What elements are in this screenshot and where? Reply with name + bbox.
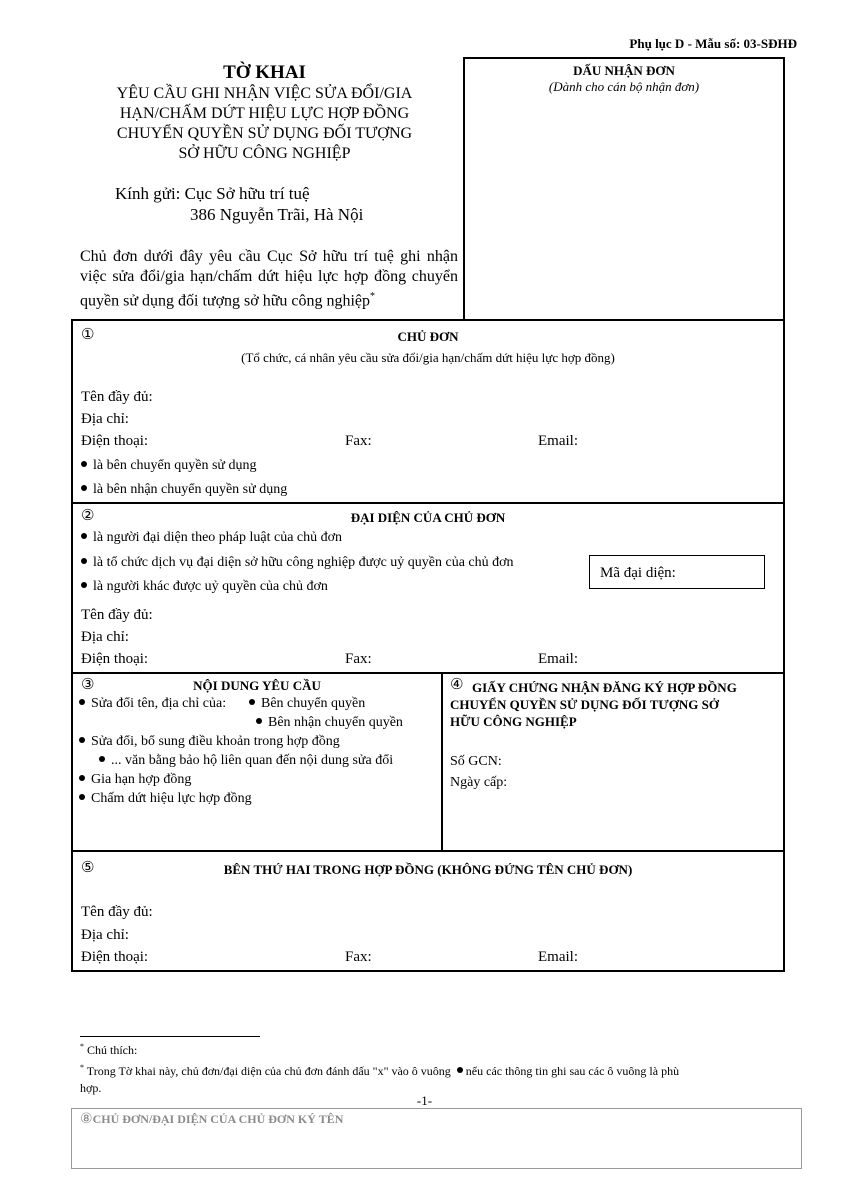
footnote-divider: [80, 1036, 260, 1037]
footnote-text: [80, 1059, 800, 1097]
email-field[interactable]: Email:: [538, 949, 578, 965]
address-field[interactable]: Địa chỉ:: [81, 629, 129, 645]
section-number: ④: [450, 675, 464, 693]
option-label: là bên chuyển quyền sử dụng: [93, 458, 257, 473]
section-second-party: [71, 850, 785, 972]
address-field[interactable]: Địa chỉ:: [81, 411, 129, 427]
checkbox-bullet-icon[interactable]: [249, 699, 255, 705]
section-number: ①: [81, 325, 95, 343]
title-line: HỮU CÔNG NGHIỆP: [450, 714, 577, 729]
option-label: là tổ chức dịch vụ đại diện sở hữu công nghiệp được uỷ quyền của chủ đơn: [93, 555, 514, 570]
option-label: Sửa đổi, bổ sung điều khoản trong hợp đồng: [91, 734, 340, 749]
option-transferor[interactable]: [81, 458, 257, 474]
checkbox-bullet-icon[interactable]: [79, 699, 85, 705]
option-label: Chấm dứt hiệu lực hợp đồng: [91, 791, 252, 806]
checkbox-bullet-icon[interactable]: [81, 533, 87, 539]
option-label: là người khác được uỷ quyền của chủ đơn: [93, 579, 328, 594]
checkbox-bullet-icon[interactable]: [81, 582, 87, 588]
form-title: TỜ KHAI: [223, 62, 306, 83]
option-label: Sửa đổi tên, địa chỉ của:: [91, 696, 227, 711]
option-other-authorized[interactable]: [81, 579, 328, 595]
option-extend-contract[interactable]: [79, 772, 191, 788]
footnote-text-part: nếu các thông tin ghi sau các ô vuông là phù: [465, 1064, 680, 1078]
subtitle-line: CHUYỂN QUYỀN SỬ DỤNG ĐỐI TƯỢNG: [116, 125, 413, 142]
option-terminate-contract[interactable]: [79, 791, 252, 807]
checkbox-bullet-icon[interactable]: [81, 558, 87, 564]
section-title: NỘI DUNG YÊU CẦU: [193, 678, 321, 693]
subtitle-line: HẠN/CHẤM DỨT HIỆU LỰC HỢP ĐỒNG: [119, 105, 410, 122]
section-applicant: [71, 319, 785, 504]
checkbox-bullet-icon[interactable]: [79, 737, 85, 743]
address-field[interactable]: Địa chỉ:: [81, 927, 129, 943]
subtitle-line: YÊU CẦU GHI NHẬN VIỆC SỬA ĐỔI/GIA: [116, 85, 413, 102]
recipient-address: 386 Nguyễn Trãi, Hà Nội: [190, 205, 364, 224]
footnote-heading: [80, 1042, 137, 1058]
option-ip-agency[interactable]: [81, 555, 514, 571]
option-label: Gia hạn hợp đồng: [91, 772, 192, 787]
phone-field[interactable]: Điện thoại:: [81, 651, 149, 667]
section-note: (Tổ chức, cá nhân yêu cầu sửa đổi/gia hạn/chấm dứt hiệu lực hợp đồng): [241, 350, 615, 365]
footnote-heading-text: Chú thích:: [87, 1043, 138, 1057]
checkbox-bullet-icon[interactable]: [99, 756, 105, 762]
section-number: ⑤: [81, 858, 95, 876]
section-request-content: [71, 672, 443, 852]
certificate-number-field[interactable]: Số GCN:: [450, 754, 502, 769]
section-title: BÊN THỨ HAI TRONG HỢP ĐỒNG (KHÔNG ĐỨNG TÊN CHỦ ĐƠN): [223, 862, 633, 877]
option-legal-representative[interactable]: [81, 530, 342, 546]
footnote-text-part: hợp.: [80, 1081, 102, 1095]
section-title: ĐẠI DIỆN CỦA CHỦ ĐƠN: [350, 510, 506, 525]
phone-field[interactable]: Điện thoại:: [81, 433, 149, 449]
option-label: là người đại diện theo pháp luật của chủ đơn: [93, 530, 343, 545]
recipient-label: Kính gửi: Cục Sở hữu trí tuệ: [115, 184, 310, 203]
email-field[interactable]: Email:: [538, 651, 578, 667]
option-label: Bên nhận chuyển quyền: [268, 715, 403, 730]
subtitle-line: SỞ HỮU CÔNG NGHIỆP: [178, 145, 351, 162]
section-signature: [71, 1108, 802, 1169]
representative-code-field[interactable]: Mã đại diện:: [589, 555, 765, 589]
checkbox-bullet-icon: [457, 1067, 463, 1073]
form-header: [72, 62, 457, 164]
receipt-title: DẤU NHẬN ĐƠN: [573, 63, 675, 78]
intro-text: Chủ đơn dưới đây yêu cầu Cục Sở hữu trí tuệ ghi nhận việc sửa đổi/gia hạn/chấm dứt hiệu lực hợp đồng chuyển quyền sử dụng đối tượng sở hữu công nghiệp: [80, 248, 458, 310]
intro-footnote-mark: *: [370, 291, 376, 302]
option-label: Bên chuyển quyền: [261, 696, 366, 711]
issue-date-field[interactable]: Ngày cấp:: [450, 775, 508, 790]
section-title: CHỦ ĐƠN: [397, 329, 459, 344]
section-title: [450, 679, 737, 730]
form-subtitle: [72, 84, 457, 164]
name-field[interactable]: Tên đầy đủ:: [81, 904, 153, 920]
option-label: là bên nhận chuyển quyền sử dụng: [93, 482, 288, 497]
title-line: GIẤY CHỨNG NHẬN ĐĂNG KÝ HỢP ĐỒNG: [472, 680, 737, 695]
section-number: ②: [81, 506, 95, 524]
option-amend-terms[interactable]: [79, 734, 340, 750]
option-label: ... văn bằng bảo hộ liên quan đến nội dung sửa đổi: [111, 753, 394, 768]
title-line: CHUYỂN QUYỀN SỬ DỤNG ĐỐI TƯỢNG SỞ: [450, 697, 719, 712]
section-number: ⑧: [80, 1111, 93, 1127]
fax-field[interactable]: Fax:: [345, 949, 372, 965]
receipt-note: (Dành cho cán bộ nhận đơn): [548, 79, 700, 94]
section-title: CHỦ ĐƠN/ĐẠI DIỆN CỦA CHỦ ĐƠN KÝ TÊN: [92, 1112, 344, 1126]
name-field[interactable]: Tên đầy đủ:: [81, 389, 153, 405]
footnote-mark: *: [80, 1063, 84, 1072]
section-representative: [71, 502, 785, 674]
appendix-label: Phụ lục D - Mẫu số: 03-SĐHĐ: [629, 36, 797, 51]
checkbox-bullet-icon[interactable]: [79, 775, 85, 781]
section-signature-header: [80, 1111, 343, 1127]
footnote-mark: *: [80, 1042, 84, 1051]
checkbox-bullet-icon[interactable]: [79, 794, 85, 800]
footnote-text-part: Trong Tờ khai này, chủ đơn/đại diện của chủ đơn đánh dấu "x" vào ô vuông: [86, 1064, 451, 1078]
checkbox-bullet-icon[interactable]: [81, 461, 87, 467]
checkbox-bullet-icon[interactable]: [81, 485, 87, 491]
email-field[interactable]: Email:: [538, 433, 578, 449]
name-field[interactable]: Tên đầy đủ:: [81, 607, 153, 623]
option-transferor-party[interactable]: [249, 696, 365, 712]
option-transferee[interactable]: [81, 482, 287, 498]
receipt-stamp-box: [463, 57, 785, 321]
fax-field[interactable]: Fax:: [345, 433, 372, 449]
page-number: -1-: [416, 1093, 433, 1108]
option-change-name-address[interactable]: [79, 696, 226, 712]
phone-field[interactable]: Điện thoại:: [81, 949, 149, 965]
option-transferee-party[interactable]: [256, 715, 403, 731]
section-certificate: [441, 672, 785, 852]
intro-paragraph: [80, 247, 458, 311]
section-number: ③: [81, 675, 95, 693]
option-protection-title[interactable]: [99, 753, 393, 769]
checkbox-bullet-icon[interactable]: [256, 718, 262, 724]
fax-field[interactable]: Fax:: [345, 651, 372, 667]
